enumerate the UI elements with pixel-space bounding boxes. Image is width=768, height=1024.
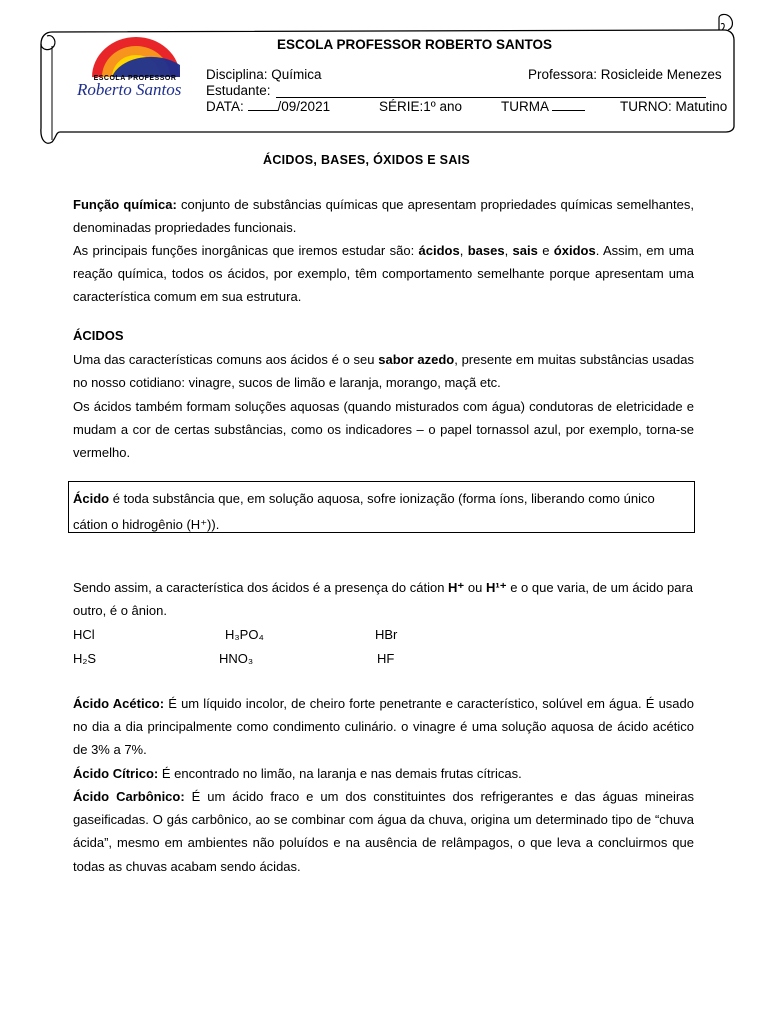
acetic-acid-term: Ácido Acético: <box>73 696 165 711</box>
formula-h3po4: H₃PO₄ <box>225 627 264 642</box>
citric-acid-text: É encontrado no limão, na laranja e nas demais frutas cítricas. <box>158 766 522 781</box>
logo-name: Roberto Santos <box>77 80 182 99</box>
word-oxidos: óxidos <box>553 243 596 258</box>
student-line <box>276 97 706 98</box>
acid-definition-text: é toda substância que, em solução aquosa, sofre ionização (forma íons, liberando como único cátion o hidrogênio (H⁺)). <box>73 491 655 532</box>
funcao-quimica-term: Função química: <box>73 197 177 212</box>
acids-text-1a: Uma das características comuns aos ácidos é o seu <box>73 352 379 367</box>
serie: SÉRIE:1º ano <box>379 99 462 114</box>
h-one-plus: H¹⁺ <box>485 580 507 595</box>
turma-field <box>501 99 585 114</box>
turno: TURNO: Matutino <box>620 99 728 114</box>
sep: e <box>537 243 554 258</box>
citric-acid-paragraph <box>73 762 694 785</box>
word-bases: bases <box>467 243 505 258</box>
acetic-acid-paragraph <box>73 692 694 762</box>
word-sais: sais <box>512 243 538 258</box>
acids-paragraph-1 <box>73 348 694 394</box>
acids-text-1b: , presente em muitas substâncias usadas no nosso cotidiano: vinagre, sucos de limão e laranja, morango, maçã etc. <box>73 352 694 391</box>
formula-hcl: HCl <box>73 627 95 642</box>
intro-text-2a: As principais funções inorgânicas que iremos estudar são: <box>73 243 419 258</box>
sep: , <box>504 243 513 258</box>
date-field <box>206 99 330 114</box>
turma-label: TURMA <box>501 99 549 114</box>
acids-paragraph-2: Os ácidos também formam soluções aquosas (quando misturados com água) condutoras de eletricidade e mudam a cor de certas substâncias, como os indicadores – o papel tornassol azul, por exemplo, torna-se vermelho. <box>73 399 694 461</box>
intro-paragraph-1 <box>73 193 694 239</box>
cation-text-b: e o que varia, de um ácido para outro, é o ânion. <box>73 580 694 619</box>
sep: , <box>459 243 468 258</box>
date-value: /09/2021 <box>277 99 331 114</box>
logo-small-text: ESCOLA PROFESSOR <box>93 75 177 82</box>
word-acidos: ácidos <box>418 243 460 258</box>
intro-text-1: conjunto de substâncias químicas que apresentam propriedades químicas semelhantes, denominadas propriedades funcionais. <box>73 197 694 236</box>
formula-hbr: HBr <box>375 627 398 642</box>
date-label: DATA: <box>206 99 244 114</box>
cation-text-a: Sendo assim, a característica dos ácidos é a presença do cátion <box>73 580 449 595</box>
h-plus: H⁺ <box>448 580 465 595</box>
student-label: Estudante: <box>206 83 271 98</box>
acid-definition-box <box>68 481 695 533</box>
formula-hf: HF <box>377 651 395 666</box>
acids-heading: ÁCIDOS <box>73 328 124 343</box>
discipline: Disciplina: Química <box>206 67 322 82</box>
acid-term: Ácido <box>73 491 110 506</box>
intro-text-2b: . Assim, em uma reação química, todos os ácidos, por exemplo, têm comportamento semelhante porque apresentam uma característica comum em sua estrutura. <box>73 243 694 305</box>
school-name: ESCOLA PROFESSOR ROBERTO SANTOS <box>277 37 553 52</box>
acetic-acid-text: É um líquido incolor, de cheiro forte penetrante e característico, solúvel em água. É usado no dia a dia principalmente como condimento culinário. o vinagre é uma solução aquosa de ácido acético de 3% a 7%. <box>73 696 694 758</box>
formula-hno3: HNO₃ <box>219 651 254 666</box>
acid-definition <box>73 486 688 538</box>
school-logo <box>77 35 190 99</box>
carbonic-acid-text: É um ácido fraco e um dos constituintes dos refrigerantes e das águas mineiras gaseificadas. O gás carbônico, ao se combinar com água da chuva, origina um determinado tipo de “chuva ácida”, mesmo em ambientes não poluídos e na ausência de relâmpagos, o que leva a concluirmos que todas as chuvas acabam sendo ácidas. <box>73 789 694 874</box>
citric-acid-term: Ácido Cítrico: <box>73 766 159 781</box>
sabor-azedo: sabor azedo <box>378 352 455 367</box>
page-title: ÁCIDOS, BASES, ÓXIDOS E SAIS <box>263 153 471 167</box>
carbonic-acid-paragraph <box>73 785 694 878</box>
cation-or: ou <box>464 580 486 595</box>
teacher: Professora: Rosicleide Menezes <box>528 67 722 82</box>
formula-h2s: H₂S <box>73 651 97 666</box>
carbonic-acid-term: Ácido Carbônico: <box>73 789 185 804</box>
cation-paragraph <box>73 576 694 622</box>
intro-paragraph-2 <box>73 239 694 309</box>
